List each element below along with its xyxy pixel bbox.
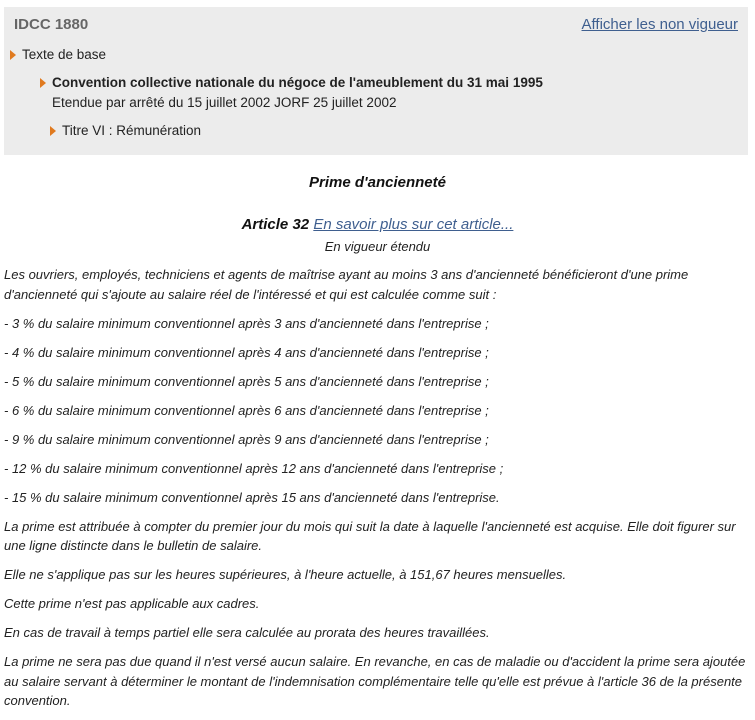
article-body	[4, 265, 746, 720]
article-paragraph: La prime est attribuée à compter du premier jour du mois qui suit la date à laquelle l'ancienneté est acquise. Elle doit figurer sur une ligne distincte dans le bulletin de salaire.	[4, 518, 736, 553]
show-non-vigueur-link[interactable]: Afficher les non vigueur	[581, 16, 738, 33]
idcc-label: IDCC 1880	[14, 16, 89, 33]
breadcrumb-texte-de-base[interactable]	[10, 47, 106, 62]
article-paragraph: - 6 % du salaire minimum conventionnel après 6 ans d'ancienneté dans l'entreprise ;	[4, 402, 489, 418]
article-number: Article 32	[241, 216, 310, 233]
article-paragraph: Elle ne s'applique pas sur les heures supérieures, à l'heure actuelle, à 151,67 heures mensuelles.	[4, 567, 567, 582]
article-paragraph: - 5 % du salaire minimum conventionnel après 5 ans d'ancienneté dans l'entreprise ;	[4, 373, 489, 389]
article-paragraph: - 12 % du salaire minimum conventionnel après 12 ans d'ancienneté dans l'entreprise ;	[4, 460, 504, 476]
article-status: En vigueur étendu	[324, 239, 431, 254]
article-paragraph: La prime ne sera pas due quand il n'est versé aucun salaire. En revanche, en cas de maladie ou d'accident la prime sera ajoutée au salaire servant à déterminer le montant de l'indemnisation complémentaire telle qu'elle est prévue à l'article 36 de la présente convention.	[4, 654, 746, 708]
section-title: Prime d'ancienneté	[309, 174, 446, 191]
arrow-right-icon	[40, 78, 46, 88]
article-heading	[0, 216, 755, 233]
article-paragraph: En cas de travail à temps partiel elle sera calculée au prorata des heures travaillées.	[4, 625, 490, 640]
article-paragraph: Les ouvriers, employés, techniciens et agents de maîtrise ayant au moins 3 ans d'ancienneté bénéficieront d'une prime d'ancienneté qui s'ajoute au salaire réel de l'intéressé et qui est calculée comme suit :	[4, 267, 689, 302]
convention-extension-note: Etendue par arrêté du 15 juillet 2002 JORF 25 juillet 2002	[52, 95, 397, 110]
breadcrumb-label: Titre VI : Rémunération	[62, 123, 202, 138]
article-paragraph: - 4 % du salaire minimum conventionnel après 4 ans d'ancienneté dans l'entreprise ;	[4, 344, 489, 360]
arrow-right-icon	[10, 50, 16, 60]
breadcrumb-label: Texte de base	[22, 47, 107, 62]
header-panel	[4, 7, 748, 155]
arrow-right-icon	[50, 126, 56, 136]
article-paragraph: - 9 % du salaire minimum conventionnel après 9 ans d'ancienneté dans l'entreprise ;	[4, 431, 489, 447]
article-paragraph: Cette prime n'est pas applicable aux cadres.	[4, 596, 260, 611]
article-more-link[interactable]: En savoir plus sur cet article...	[313, 216, 514, 233]
article-paragraph: - 15 % du salaire minimum conventionnel après 15 ans d'ancienneté dans l'entreprise.	[4, 489, 500, 505]
breadcrumb-convention[interactable]	[40, 75, 543, 90]
breadcrumb-titre-vi[interactable]	[50, 123, 201, 138]
breadcrumb-label: Convention collective nationale du négoce de l'ameublement du 31 mai 1995	[52, 75, 543, 90]
article-paragraph: - 3 % du salaire minimum conventionnel après 3 ans d'ancienneté dans l'entreprise ;	[4, 315, 489, 331]
